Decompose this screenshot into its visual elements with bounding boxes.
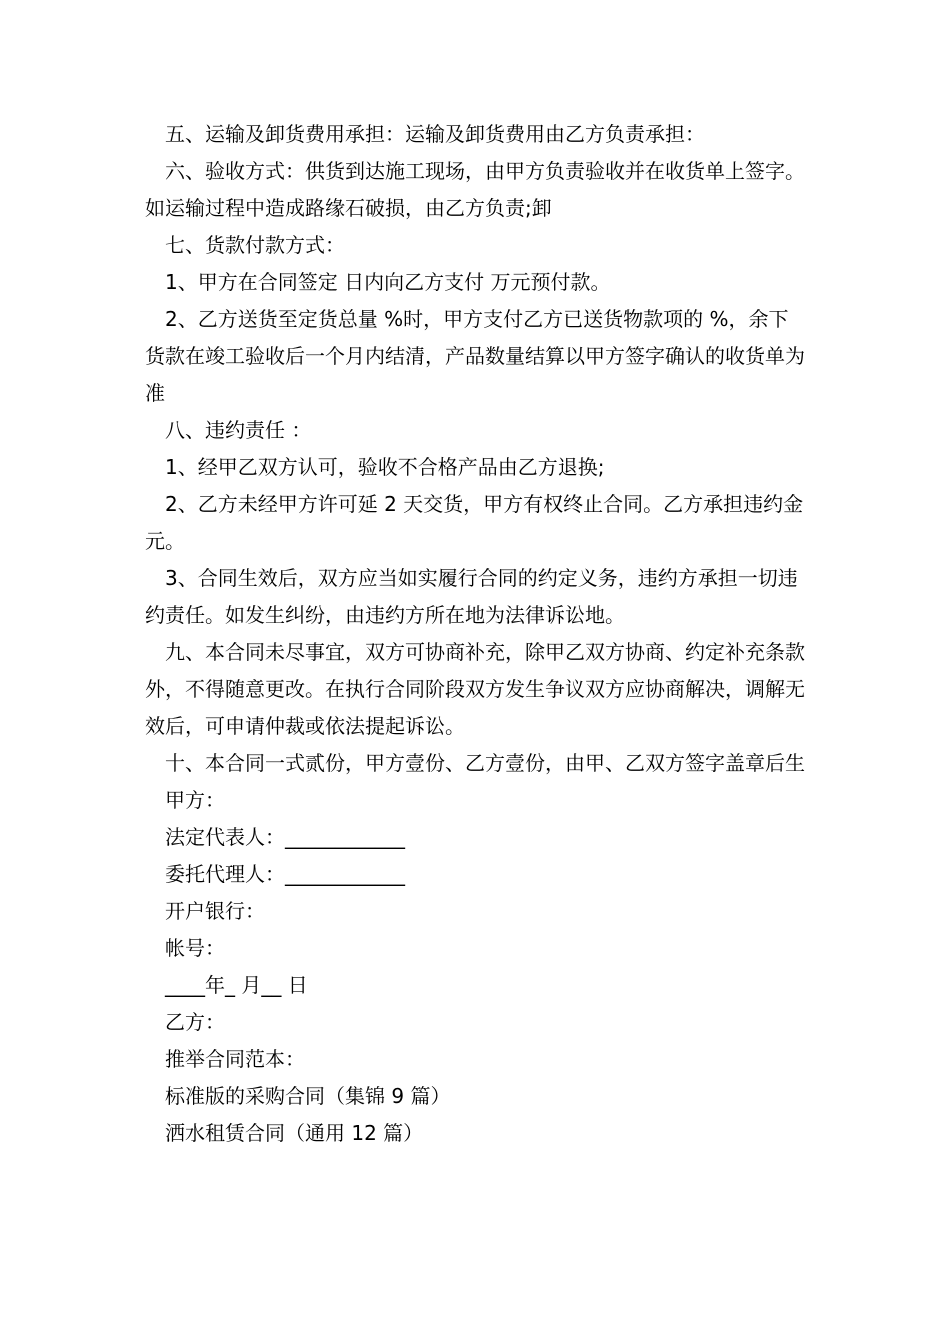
document-body (145, 116, 810, 1152)
party-b-label: 乙方： (165, 1010, 225, 1034)
clause-eight-item-3: 3、合同生效后，双方应当如实履行合同的约定义务，违约方承担一切违约责任。如发生纠纷，由违约方所在地为法律诉讼地。 (145, 566, 798, 627)
clause-eight-liability: 八、违约责任 ： (165, 418, 312, 442)
clause-six-acceptance: 六、验收方式：供货到达施工现场，由甲方负责验收并在收货单上签字。如运输过程中造成路缘石破损，由乙方负责;卸 (145, 159, 805, 220)
clause-eight-item-1: 1、经甲乙双方认可，验收不合格产品由乙方退换; (165, 455, 605, 479)
recommended-template-link-1[interactable]: 标准版的采购合同（集锦 9 篇） (165, 1084, 451, 1108)
date-line: ____年_ 月__ 日 (165, 973, 308, 997)
recommended-template-link-2[interactable]: 洒水租赁合同（通用 12 篇） (165, 1121, 424, 1145)
account-line: 帐号： (165, 936, 225, 960)
clause-seven-payment: 七、货款付款方式： (165, 233, 345, 257)
legal-representative-line: 法定代表人：____________ (165, 825, 405, 849)
recommended-templates-heading: 推举合同范本： (165, 1047, 305, 1071)
clause-ten-copies: 十、本合同一式贰份，甲方壹份、乙方壹份，由甲、乙双方签字盖章后生 (165, 751, 805, 775)
party-a-label: 甲方： (165, 788, 225, 812)
authorized-agent-line: 委托代理人：____________ (165, 862, 405, 886)
clause-seven-item-1: 1、甲方在合同签定 日内向乙方支付 万元预付款。 (165, 270, 611, 294)
bank-line: 开户银行： (165, 899, 265, 923)
clause-seven-item-2: 2、乙方送货至定货总量 %时，甲方支付乙方已送货物款项的 %，余下货款在竣工验收后一个月内结清，产品数量结算以甲方签字确认的收货单为准 (145, 307, 805, 405)
clause-five-transport: 五、运输及卸货费用承担：运输及卸货费用由乙方负责承担： (165, 122, 705, 146)
clause-nine-supplement: 九、本合同未尽事宜，双方可协商补充，除甲乙双方协商、约定补充条款外，不得随意更改。在执行合同阶段双方发生争议双方应协商解决，调解无效后，可申请仲裁或依法提起诉讼。 (145, 640, 805, 738)
clause-eight-item-2: 2、乙方未经甲方许可延 2 天交货，甲方有权终止合同。乙方承担违约金 元。 (145, 492, 810, 553)
